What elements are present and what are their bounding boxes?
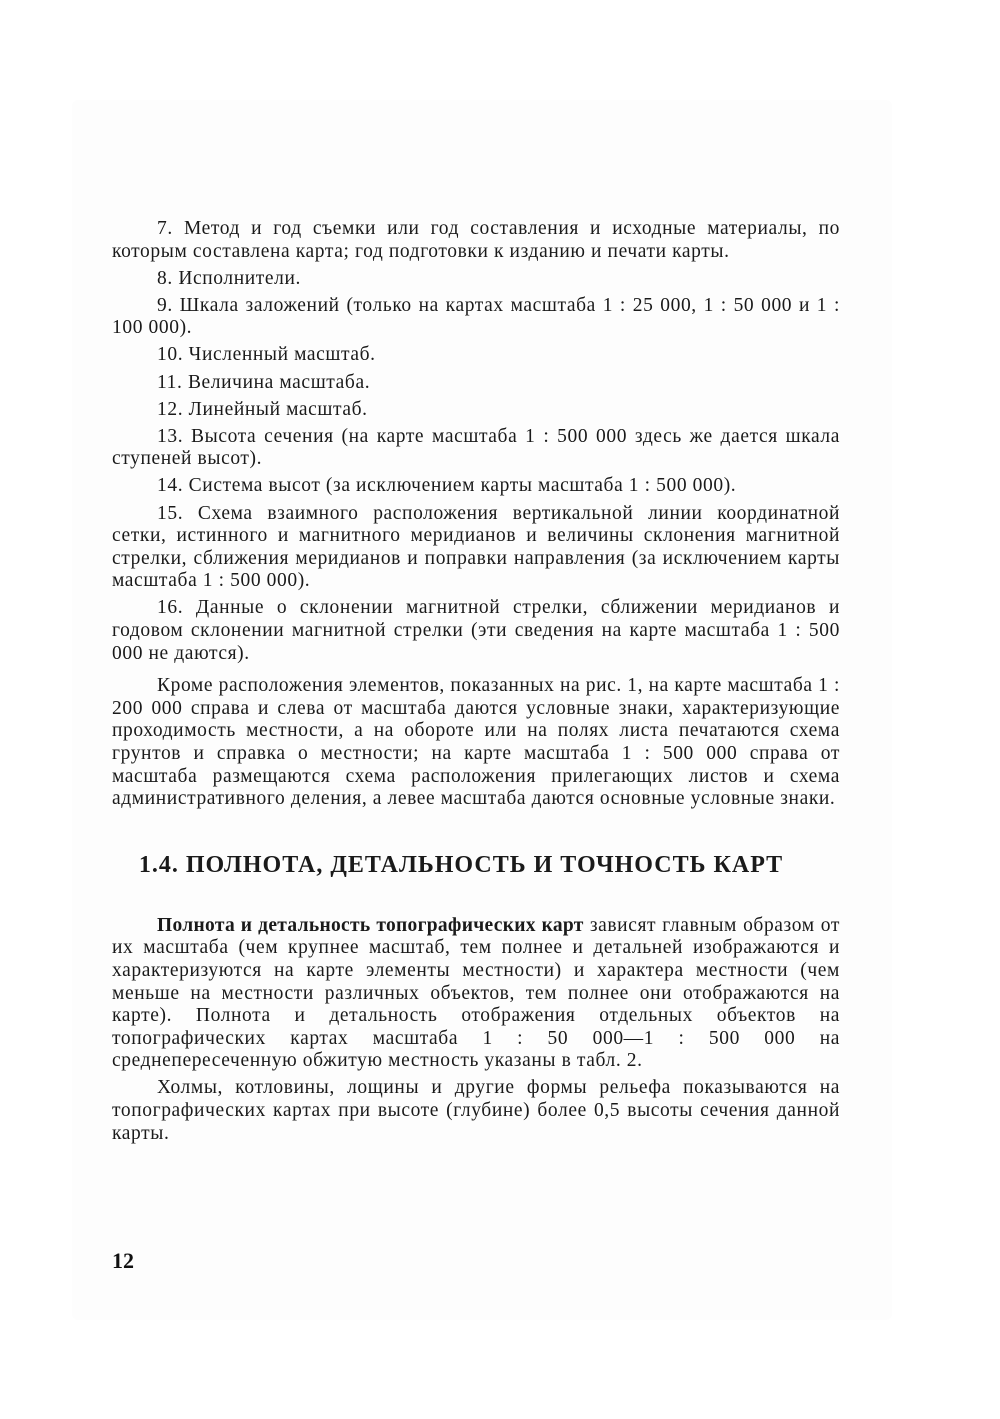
section-paragraph-1 bbox=[112, 915, 840, 1073]
item-number: 16. bbox=[157, 597, 184, 619]
list-item-10 bbox=[112, 344, 840, 367]
item-text: Величина масштаба. bbox=[187, 371, 371, 393]
list-item-7 bbox=[112, 218, 840, 263]
item-text: Линейный масштаб. bbox=[188, 398, 368, 420]
item-text: Исполнители. bbox=[178, 267, 301, 289]
item-number: 9. bbox=[157, 294, 173, 316]
section-paragraph-2: Холмы, котловины, лощины и другие формы рельефа показываются на топографических картах при высоте (глубине) более 0,5 высоты сечения данной карты. bbox=[112, 1077, 840, 1144]
list-item-12 bbox=[112, 399, 840, 422]
item-number: 14. bbox=[157, 475, 184, 497]
item-number: 11. bbox=[157, 371, 183, 393]
list-item-16 bbox=[112, 597, 840, 665]
bold-lead-term: Полнота и детальность топографических карт bbox=[157, 914, 584, 936]
item-number: 13. bbox=[157, 425, 184, 447]
item-text: Данные о склонении магнитной стрелки, сближении меридианов и годовом склонении магнитной стрелки (эти сведения на карте масштаба 1 : 500 000 не даются). bbox=[112, 597, 840, 664]
list-item-15 bbox=[112, 503, 840, 593]
list-item-14 bbox=[112, 475, 840, 498]
paragraph-text: зависят главным образом от их масштаба (чем крупнее масштаб, тем полнее и детальней изображаются и характеризуются на карте элементы местности) и характера местности (чем меньше на местности различных объектов, тем полнее они отображаются на карте). Полнота и детальность отображения отдельных объектов на топографических картах масштаба 1 : 50 000—1 : 500 000 на среднепересеченную обжитую местность указаны в табл. 2. bbox=[112, 914, 840, 1072]
list-item-13 bbox=[112, 426, 840, 471]
section-heading: 1.4. ПОЛНОТА, ДЕТАЛЬНОСТЬ И ТОЧНОСТЬ КАРТ bbox=[138, 851, 784, 878]
item-text: Схема взаимного расположения вертикальной линии координатной сетки, истинного и магнитного меридианов и величины склонения магнитной стрелки, сближения меридианов и поправки направления (за исключением карты масштаба 1 : 500 000). bbox=[112, 502, 840, 592]
paragraph-after-list: Кроме расположения элементов, показанных на рис. 1, на карте масштаба 1 : 200 000 справа и слева от масштаба даются условные знаки, характеризующие проходимость местности, а на обороте или на полях листа печатаются схема грунтов и справка о местности; на карте масштаба 1 : 500 000 справа от масштаба размещаются схема расположения прилегающих листов и схема административного деления, а левее масштаба даются основные условные знаки. bbox=[112, 675, 840, 810]
item-text: Высота сечения (на карте масштаба 1 : 500 000 здесь же дается шкала ступеней высот). bbox=[112, 425, 840, 470]
page-body bbox=[112, 218, 840, 1150]
list-item-11 bbox=[112, 372, 840, 395]
item-text: Численный масштаб. bbox=[188, 344, 376, 366]
page-number: 12 bbox=[112, 1248, 134, 1273]
item-text: Метод и год съемки или год составления и исходные материалы, по которым составлена карта; год подготовки к изданию и печати карты. bbox=[112, 218, 840, 262]
item-number: 7. bbox=[157, 218, 173, 239]
item-number: 12. bbox=[157, 398, 184, 420]
list-item-8 bbox=[112, 268, 840, 291]
list-item-9 bbox=[112, 295, 840, 340]
item-text: Шкала заложений (только на картах масштаба 1 : 25 000, 1 : 50 000 и 1 : 100 000). bbox=[112, 294, 840, 339]
item-number: 10. bbox=[157, 344, 184, 366]
item-text: Система высот (за исключением карты масштаба 1 : 500 000). bbox=[188, 475, 737, 497]
item-number: 15. bbox=[157, 502, 184, 524]
item-number: 8. bbox=[157, 267, 173, 289]
